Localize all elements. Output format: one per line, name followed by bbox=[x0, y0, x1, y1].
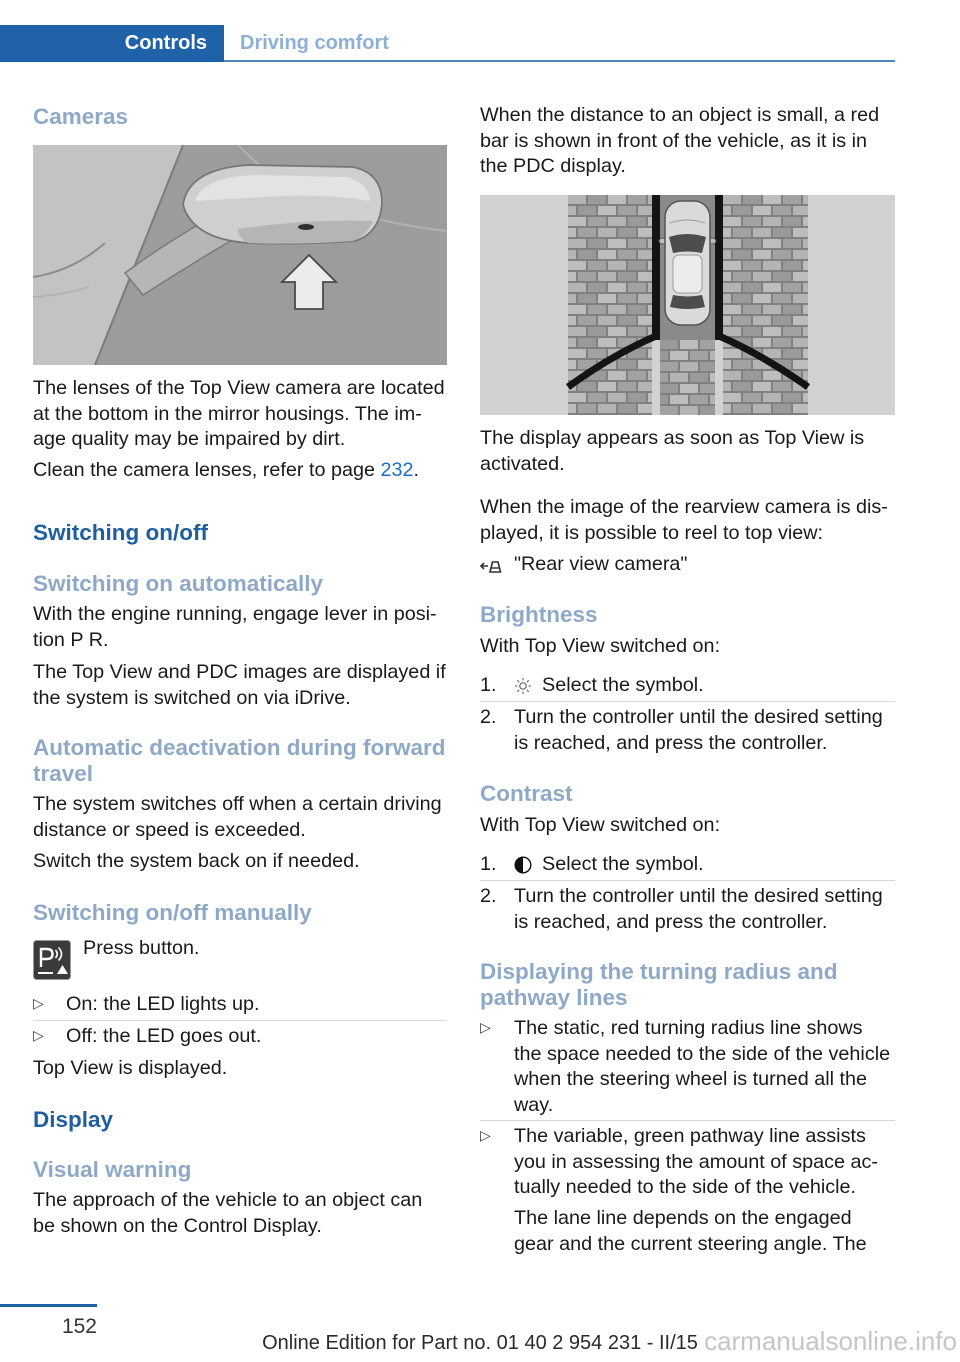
pavement-block bbox=[608, 305, 626, 314]
brightness-heading: Brightness bbox=[480, 602, 598, 627]
contrast-heading: Contrast bbox=[480, 781, 573, 806]
pavement-block bbox=[793, 272, 808, 281]
pavement-block bbox=[723, 195, 741, 204]
pavement-block bbox=[680, 362, 698, 371]
auto-deactivation-paragraph-1: The system switches off when a certain driving distance or speed is exceeded. bbox=[33, 793, 442, 841]
list-divider bbox=[480, 1120, 895, 1121]
visual-warning-heading: Visual warning bbox=[33, 1157, 192, 1182]
pavement-block bbox=[803, 371, 808, 380]
pavement-block bbox=[598, 382, 616, 391]
pavement-block bbox=[743, 283, 761, 292]
pavement-block bbox=[660, 395, 668, 404]
pavement-block bbox=[598, 272, 616, 281]
switching-auto-paragraph-1: With the engine running, engage lever in posi- tion P R. bbox=[33, 603, 437, 651]
list-bullet: ▷ bbox=[33, 996, 44, 1012]
pavement-block bbox=[773, 404, 791, 413]
pavement-block bbox=[753, 250, 771, 259]
pavement-block bbox=[618, 294, 636, 303]
pavement-block bbox=[628, 393, 646, 402]
pavement-block bbox=[753, 316, 771, 325]
edition-note: Online Edition for Part no. 01 40 2 954 231 - II/15 bbox=[262, 1332, 698, 1354]
pavement-block bbox=[568, 283, 586, 292]
pavement-block bbox=[588, 195, 606, 204]
pavement-block bbox=[783, 327, 801, 336]
clean-lenses-period: . bbox=[413, 459, 419, 481]
pavement-block bbox=[648, 261, 652, 270]
pavement-block bbox=[680, 384, 698, 393]
pavement-block bbox=[763, 327, 781, 336]
pavement-block bbox=[743, 371, 761, 380]
pavement-block bbox=[618, 206, 636, 215]
pavement-block bbox=[803, 283, 808, 292]
pavement-block bbox=[783, 393, 801, 402]
pavement-block bbox=[568, 228, 576, 237]
pavement-block bbox=[638, 294, 652, 303]
pavement-block bbox=[568, 272, 576, 281]
pathway-line-item: The variable, green pathway line assists you in assessing the amount of space ac- tually needed to the side of the vehicle. bbox=[514, 1125, 878, 1198]
pavement-block bbox=[628, 371, 646, 380]
header-section-title: Controls bbox=[124, 32, 207, 54]
pavement-block bbox=[743, 195, 761, 204]
pavement-block bbox=[753, 228, 771, 237]
pavement-block bbox=[743, 305, 761, 314]
pavement-block bbox=[793, 228, 808, 237]
rear-view-camera-icon bbox=[480, 557, 502, 575]
pavement-block bbox=[588, 349, 606, 358]
pavement-block bbox=[608, 195, 626, 204]
cameras-heading: Cameras bbox=[33, 104, 129, 129]
pavement-block bbox=[723, 371, 741, 380]
list-divider bbox=[33, 1020, 447, 1021]
pavement-block bbox=[638, 316, 652, 325]
pavement-block bbox=[660, 362, 678, 371]
pavement-block bbox=[763, 239, 781, 248]
pavement-block bbox=[618, 272, 636, 281]
list-divider bbox=[480, 880, 895, 881]
pavement-block bbox=[783, 305, 801, 314]
pavement-block bbox=[723, 239, 741, 248]
clean-lenses-paragraph bbox=[33, 458, 419, 484]
pavement-block bbox=[568, 195, 586, 204]
pavement-block bbox=[578, 228, 596, 237]
auto-deactivation-paragraph-2: Switch the system back on if needed. bbox=[33, 850, 360, 872]
step-number: 1. bbox=[480, 853, 497, 875]
pavement-block bbox=[733, 382, 751, 391]
pavement-block bbox=[690, 395, 708, 404]
pavement-block bbox=[568, 217, 586, 226]
pavement-block bbox=[638, 382, 652, 391]
pavement-block bbox=[618, 360, 636, 369]
pavement-block bbox=[743, 239, 761, 248]
pavement-block bbox=[568, 305, 586, 314]
brightness-sun-icon bbox=[514, 677, 532, 695]
pavement-block bbox=[608, 261, 626, 270]
pavement-block bbox=[618, 316, 636, 325]
cameras-lens-paragraph: The lenses of the Top View camera are located at the bottom in the mirror housings. The im- age quality may be impaired by dirt. bbox=[33, 377, 445, 450]
pavement-block bbox=[723, 272, 731, 281]
pavement-block bbox=[578, 250, 596, 259]
step-number: 2. bbox=[480, 885, 497, 907]
pavement-block bbox=[803, 393, 808, 402]
pavement-block bbox=[568, 261, 586, 270]
pavement-block bbox=[700, 362, 715, 371]
turning-radius-line-item: The static, red turning radius line shows the space needed to the side of the vehicle when the steering wheel is turned all the way. bbox=[514, 1017, 891, 1116]
pavement-block bbox=[618, 228, 636, 237]
pavement-block bbox=[568, 250, 576, 259]
pavement-block bbox=[578, 272, 596, 281]
pavement-block bbox=[578, 404, 596, 413]
pavement-block bbox=[628, 305, 646, 314]
roof bbox=[673, 255, 702, 293]
pavement-block bbox=[670, 395, 688, 404]
pavement-block bbox=[803, 305, 808, 314]
brightness-step-2: Turn the controller until the desired setting is reached, and press the controller. bbox=[514, 706, 883, 754]
pavement-block bbox=[783, 239, 801, 248]
contrast-step-2: Turn the controller until the desired setting is reached, and press the controller. bbox=[514, 885, 883, 933]
pavement-block bbox=[680, 340, 698, 349]
pavement-block bbox=[743, 217, 761, 226]
pavement-block bbox=[568, 239, 586, 248]
pavement-block bbox=[793, 250, 808, 259]
pavement-block bbox=[710, 395, 715, 404]
pavement-block bbox=[773, 294, 791, 303]
pavement-block bbox=[660, 406, 678, 415]
pavement-block bbox=[578, 294, 596, 303]
pavement-block bbox=[588, 327, 606, 336]
pavement-block bbox=[753, 338, 771, 347]
pavement-block bbox=[568, 338, 576, 347]
clean-lenses-text: Clean the camera lenses, refer to page bbox=[33, 459, 381, 481]
pavement-block bbox=[628, 217, 646, 226]
display-appears-paragraph: The display appears as soon as Top View is activated. bbox=[480, 427, 865, 475]
pavement-block bbox=[648, 283, 652, 292]
pavement-block bbox=[783, 195, 801, 204]
auto-deactivation-heading: Automatic deactivation during forward travel bbox=[33, 735, 446, 786]
page-number: 152 bbox=[61, 1315, 97, 1338]
brightness-intro: With Top View switched on: bbox=[480, 635, 721, 657]
pavement-block bbox=[793, 294, 808, 303]
pavement-block bbox=[670, 351, 688, 360]
pavement-block bbox=[753, 272, 771, 281]
pavement-block bbox=[628, 327, 646, 336]
pavement-block bbox=[783, 283, 801, 292]
pavement-block bbox=[608, 283, 626, 292]
pavement-block bbox=[578, 316, 596, 325]
pavement-block bbox=[793, 316, 808, 325]
pavement-block bbox=[783, 349, 801, 358]
pavement-block bbox=[618, 250, 636, 259]
lane-line-note: The lane line depends on the engaged gear and the current steering angle. The bbox=[514, 1207, 867, 1255]
pavement-block bbox=[803, 261, 808, 270]
pavement-block bbox=[793, 360, 808, 369]
pavement-block bbox=[733, 404, 751, 413]
brightness-step-1: Select the symbol. bbox=[542, 674, 704, 696]
pavement-block bbox=[773, 250, 791, 259]
pavement-block bbox=[598, 316, 616, 325]
camera-lens bbox=[298, 224, 314, 230]
pavement-block bbox=[763, 217, 781, 226]
pavement-block bbox=[690, 351, 708, 360]
pavement-block bbox=[723, 228, 731, 237]
pavement-block bbox=[803, 349, 808, 358]
pavement-block bbox=[638, 272, 652, 281]
pavement-block bbox=[638, 206, 652, 215]
pavement-block bbox=[598, 206, 616, 215]
pavement-block bbox=[773, 228, 791, 237]
pavement-block bbox=[793, 206, 808, 215]
pavement-block bbox=[803, 239, 808, 248]
pavement-block bbox=[670, 373, 688, 382]
pavement-block bbox=[793, 338, 808, 347]
pavement-block bbox=[773, 272, 791, 281]
display-heading: Display bbox=[33, 1107, 114, 1132]
pavement-block bbox=[608, 239, 626, 248]
pavement-block bbox=[733, 228, 751, 237]
pavement-block bbox=[723, 349, 741, 358]
pavement-block bbox=[723, 393, 741, 402]
list-bullet: ▷ bbox=[33, 1028, 44, 1044]
pavement-block bbox=[608, 217, 626, 226]
pavement-block bbox=[608, 327, 626, 336]
pavement-block bbox=[793, 404, 808, 413]
pavement-block bbox=[733, 294, 751, 303]
list-item-led-off: Off: the LED goes out. bbox=[66, 1025, 262, 1047]
pavement-block bbox=[598, 404, 616, 413]
page-number-rule bbox=[0, 1304, 97, 1307]
pavement-block bbox=[638, 228, 652, 237]
pavement-block bbox=[723, 382, 731, 391]
contrast-half-circle-icon bbox=[514, 856, 532, 874]
pavement-block bbox=[803, 217, 808, 226]
pavement-block bbox=[803, 327, 808, 336]
pavement-block bbox=[803, 195, 808, 204]
lane-frame-left bbox=[652, 195, 660, 340]
pavement-block bbox=[648, 349, 652, 358]
pavement-block bbox=[690, 373, 708, 382]
pavement-block bbox=[763, 195, 781, 204]
manual-switching-heading: Switching on/off manually bbox=[33, 900, 312, 925]
pavement-block bbox=[763, 371, 781, 380]
red-bar-paragraph: When the distance to an object is small, a red bar is shown in front of the vehicle, as it is in the PDC display. bbox=[480, 104, 880, 177]
pavement-block bbox=[568, 316, 576, 325]
contrast-intro: With Top View switched on: bbox=[480, 814, 721, 836]
pavement-block bbox=[578, 206, 596, 215]
pdc-button-icon bbox=[33, 940, 71, 980]
header-subsection-title: Driving comfort bbox=[240, 32, 389, 54]
pavement-block bbox=[723, 305, 741, 314]
pavement-block bbox=[723, 217, 741, 226]
pavement-block bbox=[700, 406, 715, 415]
pavement-block bbox=[753, 294, 771, 303]
pavement-block bbox=[723, 360, 731, 369]
pavement-block bbox=[763, 305, 781, 314]
pavement-block bbox=[648, 239, 652, 248]
top-view-displayed-text: Top View is displayed. bbox=[33, 1057, 228, 1079]
pavement-block bbox=[628, 261, 646, 270]
pavement-block bbox=[723, 206, 731, 215]
pavement-block bbox=[598, 338, 616, 347]
pavement-block bbox=[648, 371, 652, 380]
pavement-block bbox=[578, 382, 596, 391]
pavement-block bbox=[568, 294, 576, 303]
pavement-block bbox=[763, 283, 781, 292]
pavement-block bbox=[723, 294, 731, 303]
pavement-block bbox=[588, 261, 606, 270]
pavement-block bbox=[608, 371, 626, 380]
watermark: carmanualsonline.info bbox=[704, 1326, 957, 1356]
pavement-block bbox=[700, 340, 715, 349]
pavement-block bbox=[648, 305, 652, 314]
contrast-step-1: Select the symbol. bbox=[542, 853, 704, 875]
pavement-block bbox=[783, 261, 801, 270]
pavement-block bbox=[568, 206, 576, 215]
pavement-block bbox=[588, 393, 606, 402]
pavement-block bbox=[588, 283, 606, 292]
pavement-block bbox=[733, 206, 751, 215]
list-bullet: ▷ bbox=[480, 1020, 491, 1036]
header-rule bbox=[224, 60, 895, 62]
turning-radius-heading: Displaying the turning radius and pathway lines bbox=[480, 959, 838, 1010]
pavement-block bbox=[773, 316, 791, 325]
pavement-block bbox=[638, 250, 652, 259]
pavement-block bbox=[743, 261, 761, 270]
pavement-block bbox=[723, 327, 741, 336]
pavement-block bbox=[608, 393, 626, 402]
pavement-block bbox=[660, 351, 668, 360]
pavement-block bbox=[628, 239, 646, 248]
pavement-block bbox=[578, 338, 596, 347]
windshield bbox=[669, 234, 706, 253]
pavement-block bbox=[733, 250, 751, 259]
list-divider bbox=[480, 701, 895, 702]
pavement-block bbox=[753, 206, 771, 215]
mirror-camera-illustration bbox=[33, 145, 447, 365]
top-view-display-illustration bbox=[480, 195, 895, 415]
rear-view-camera-label: "Rear view camera" bbox=[514, 553, 688, 575]
switching-heading: Switching on/off bbox=[33, 520, 208, 545]
pavement-block bbox=[660, 340, 678, 349]
pavement-block bbox=[568, 327, 586, 336]
pavement-block bbox=[783, 217, 801, 226]
rear-window bbox=[670, 295, 705, 309]
pavement-block bbox=[588, 239, 606, 248]
pavement-block bbox=[743, 393, 761, 402]
pavement-block bbox=[588, 217, 606, 226]
step-number: 1. bbox=[480, 674, 497, 696]
pavement-block bbox=[598, 228, 616, 237]
pavement-block bbox=[660, 373, 668, 382]
pavement-block bbox=[588, 305, 606, 314]
pavement-block bbox=[723, 316, 731, 325]
pavement-block bbox=[710, 351, 715, 360]
pavement-block bbox=[638, 360, 652, 369]
pavement-block bbox=[680, 406, 698, 415]
pavement-block bbox=[743, 327, 761, 336]
pavement-block bbox=[628, 283, 646, 292]
pavement-block bbox=[723, 261, 741, 270]
rearview-switch-paragraph: When the image of the rearview camera is dis- played, it is possible to reel to top view: bbox=[480, 496, 888, 544]
pavement-block bbox=[763, 261, 781, 270]
switching-auto-paragraph-2: The Top View and PDC images are displayed if the system is switched on via iDrive. bbox=[33, 661, 446, 709]
pavement-block bbox=[733, 272, 751, 281]
pavement-block bbox=[628, 195, 646, 204]
pavement-block bbox=[723, 250, 731, 259]
switching-auto-heading: Switching on automatically bbox=[33, 571, 324, 596]
page-reference-link[interactable]: 232 bbox=[380, 459, 414, 481]
visual-warning-paragraph: The approach of the vehicle to an object can be shown on the Control Display. bbox=[33, 1189, 423, 1237]
pavement-block bbox=[598, 294, 616, 303]
pavement-block bbox=[598, 250, 616, 259]
pavement-block bbox=[753, 382, 771, 391]
pavement-block bbox=[773, 206, 791, 215]
pavement-block bbox=[723, 404, 731, 413]
pavement-block bbox=[568, 360, 576, 369]
pavement-block bbox=[700, 384, 715, 393]
pavement-block bbox=[648, 217, 652, 226]
pavement-block bbox=[733, 316, 751, 325]
pavement-block bbox=[723, 283, 741, 292]
pavement-block bbox=[733, 360, 751, 369]
pavement-block bbox=[773, 382, 791, 391]
pavement-block bbox=[638, 404, 652, 413]
list-bullet: ▷ bbox=[480, 1128, 491, 1144]
pavement-block bbox=[660, 384, 678, 393]
pavement-block bbox=[648, 195, 652, 204]
press-button-text: Press button. bbox=[83, 937, 200, 959]
pavement-block bbox=[618, 382, 636, 391]
pavement-block bbox=[763, 393, 781, 402]
step-number: 2. bbox=[480, 706, 497, 728]
pavement-block bbox=[773, 338, 791, 347]
pavement-block bbox=[710, 373, 715, 382]
pavement-block bbox=[648, 393, 652, 402]
pavement-block bbox=[618, 404, 636, 413]
pavement-block bbox=[568, 404, 576, 413]
pavement-block bbox=[568, 349, 586, 358]
pavement-block bbox=[568, 393, 586, 402]
pavement-block bbox=[753, 404, 771, 413]
list-item-led-on: On: the LED lights up. bbox=[66, 993, 260, 1015]
lane-frame-right bbox=[715, 195, 723, 340]
